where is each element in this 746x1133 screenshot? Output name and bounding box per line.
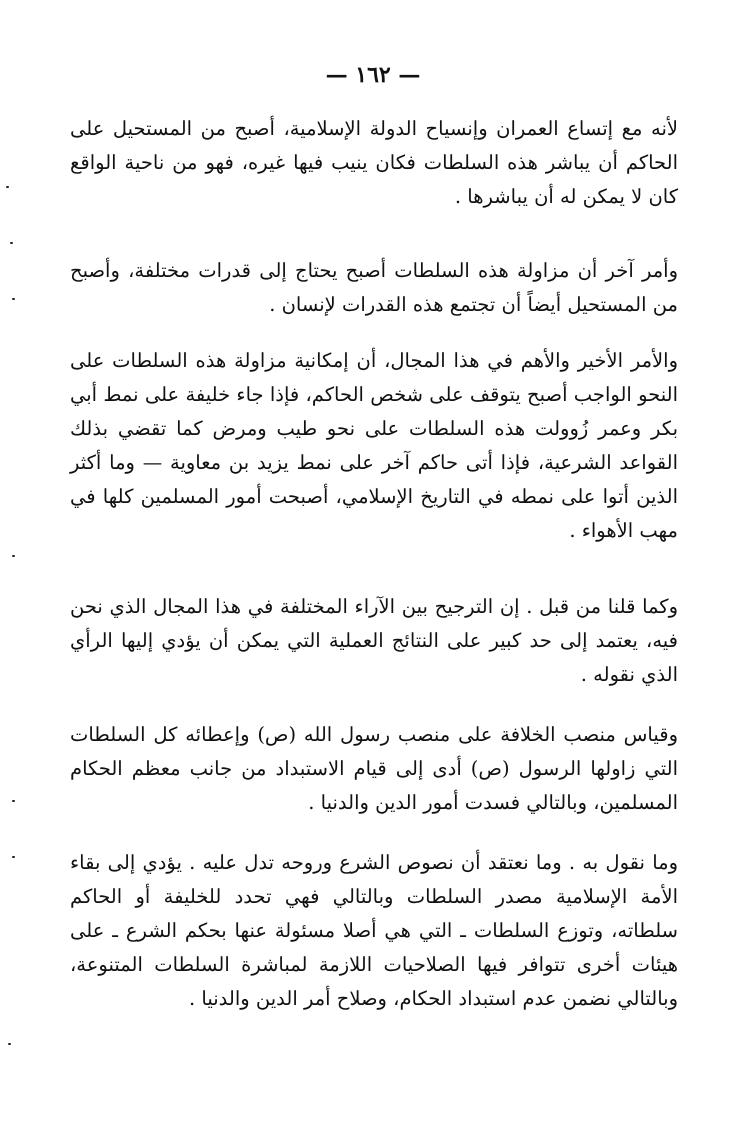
paragraph-4: وكما قلنا من قبل . إن الترجيح بين الآراء المختلفة في هذا المجال الذي نحن فيه، يعتمد إلى حد كبير على النتائج العملية التي يمكن أن يؤدي إليها الرأي الذي نقوله . [70,595,678,686]
scan-speck [6,186,9,188]
paragraph-6: وما نقول به . وما نعتقد أن نصوص الشرع وروحه تدل عليه . يؤدي إلى بقاء الأمة الإسلامية مصدر السلطات وبالتالي فهي تحدد للخليفة أو الحاكم سلطاته، وتوزع السلطات ـ التي هي أصلا مسئولة عنها بحكم الشرع ـ على هيئات أخرى تتوافر فيها الصلاحيات اللازمة لمباشرة السلطات المتنوعة، وبالتالي نضمن عدم استبداد الحكام، وصلاح أمر الدين والدنيا . [70,851,678,1010]
scan-speck [12,298,15,300]
scan-speck [10,242,13,244]
paragraph-1: لأنه مع إتساع العمران وإنسياح الدولة الإسلامية، أصبح من المستحيل على الحاكم أن يباشر هذه السلطات فكان ينيب فيها غيره، فهو من ناحية الواقع كان لا يمكن له أن يباشرها . [70,117,678,208]
scan-speck [12,555,15,557]
scan-speck [12,856,15,858]
page-number: — ١٦٢ — [325,62,421,88]
paragraph-2: وأمر آخر أن مزاولة هذه السلطات أصبح يحتاج إلى قدرات مختلفة، وأصبح من المستحيل أيضاً أن تجتمع هذه القدرات لإنسان . [70,259,678,316]
scan-speck [12,800,15,802]
scan-speck [8,1043,11,1045]
paragraph-5: وقياس منصب الخلافة على منصب رسول الله (ص) وإعطائه كل السلطات التي زاولها الرسول (ص) أدى إلى قيام الاستبداد من جانب معظم الحكام المسلمين، وبالتالي فسدت أمور الدين والدنيا . [70,723,678,814]
paragraph-3: والأمر الأخير والأهم في هذا المجال، أن إمكانية مزاولة هذه السلطات على النحو الواجب أصبح يتوقف على شخص الحاكم، فإذا جاء خليفة على نمط أبي بكر وعمر زُوولت هذه السلطات على نحو طيب ومرض كما تقضي بذلك القواعد الشرعية، فإذا أتى حاكم آخر على نمط يزيد بن معاوية — وما أكثر الذين أتوا على نمطه في التاريخ الإسلامي، أصبحت أمور المسلمين كلها في مهب الأهواء . [70,349,678,542]
